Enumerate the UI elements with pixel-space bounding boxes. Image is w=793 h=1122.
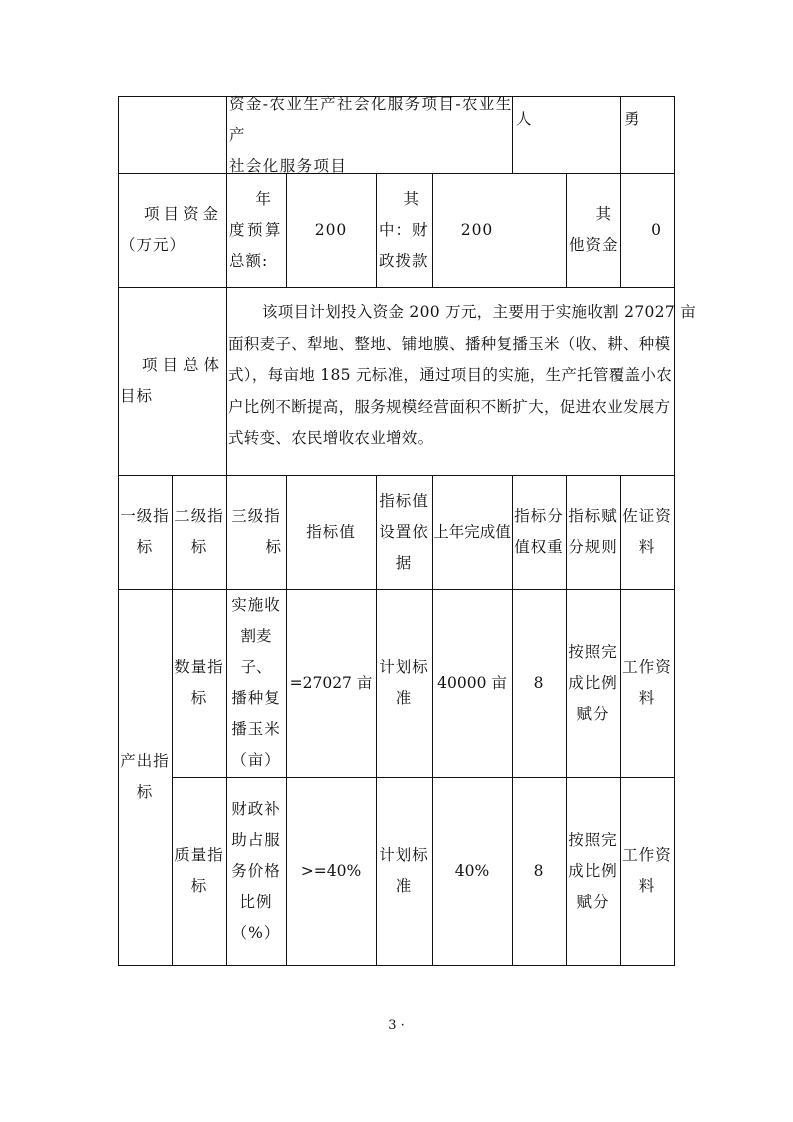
table-row-quality-value: >=40% bbox=[300, 861, 362, 880]
header-level3: 三级指 标 bbox=[231, 507, 282, 556]
table-row-quantity-level2: 数量指 标 bbox=[174, 658, 224, 707]
goal-label-cell: 项目总体 目标 bbox=[120, 356, 224, 405]
table-row-quantity-rule: 按照完 成比例 赋分 bbox=[568, 642, 618, 723]
fund-source-line2: 社会化服务项目 bbox=[229, 156, 348, 175]
table-row-quality-level2: 质量指 标 bbox=[174, 846, 224, 895]
header-level2: 二级指 标 bbox=[174, 507, 224, 556]
goal-text: 该项目计划投入资金 200 万元，主要用于实施收割 27027 亩 面积麦子、犁地、整地、铺地膜、播种复播玉米（收、耕、种模 式），每亩地 185 元标准，通过项目的实施，生产托管覆盖小农 户比例不断提高，服务规模经营面积不断扩大，促进农业发展方 式转变、农民增收农业增效。 bbox=[228, 303, 697, 447]
annual-budget-label: 年 度预算 总额: bbox=[229, 189, 284, 270]
header-evidence: 佐证资 料 bbox=[622, 507, 672, 556]
funding-label-cell: 项目资金 （万元） bbox=[120, 205, 222, 254]
responsible-label-cell: 人 bbox=[516, 110, 533, 128]
other-funds-label: 其 他资金 bbox=[569, 205, 619, 254]
other-funds-value: 0 bbox=[651, 220, 662, 239]
header-basis: 指标值 设置依 据 bbox=[379, 491, 429, 572]
table-row-quality-last-year: 40% bbox=[454, 861, 490, 880]
fund-source-cell bbox=[226, 94, 516, 175]
header-value: 指标值 bbox=[306, 522, 356, 541]
page-number: 3 · bbox=[388, 1018, 405, 1033]
fiscal-allocation-label: 其 中：财 政拨款 bbox=[379, 189, 429, 270]
header-level1: 一级指 标 bbox=[120, 507, 170, 556]
table-row-quantity-value: =27027 亩 bbox=[289, 673, 373, 692]
table-row-quality-basis: 计划标 准 bbox=[379, 846, 429, 895]
header-weight: 指标分 值权重 bbox=[514, 507, 564, 556]
fund-source-line1: 资金-农业生产社会化服务项目-农业生产 bbox=[229, 94, 513, 144]
fiscal-allocation-value: 200 bbox=[460, 220, 494, 239]
header-rule: 指标赋 分规则 bbox=[568, 507, 618, 556]
table-row-quantity-last-year: 40000 亩 bbox=[437, 673, 507, 692]
table-row-quality-evidence: 工作资 料 bbox=[622, 846, 672, 895]
table-row-quality-level3: 财政补 助占服 务价格 比例 （%） bbox=[231, 799, 281, 942]
annual-budget-value: 200 bbox=[314, 220, 348, 239]
table-row-quantity-basis: 计划标 准 bbox=[379, 658, 429, 707]
table-row-quantity-weight: 8 bbox=[533, 673, 545, 692]
table-row-quality-rule: 按照完 成比例 赋分 bbox=[568, 830, 618, 911]
responsible-name-cell: 勇 bbox=[624, 110, 641, 128]
output-indicator-label: 产出指 标 bbox=[120, 752, 170, 801]
header-last-year: 上年完成值 bbox=[433, 522, 511, 541]
table-row-quality-weight: 8 bbox=[533, 861, 545, 880]
table-row-quantity-level3: 实施收 割麦子、 播种复 播玉米 （亩） bbox=[231, 596, 281, 769]
table-row-quantity-evidence: 工作资 料 bbox=[622, 658, 672, 707]
